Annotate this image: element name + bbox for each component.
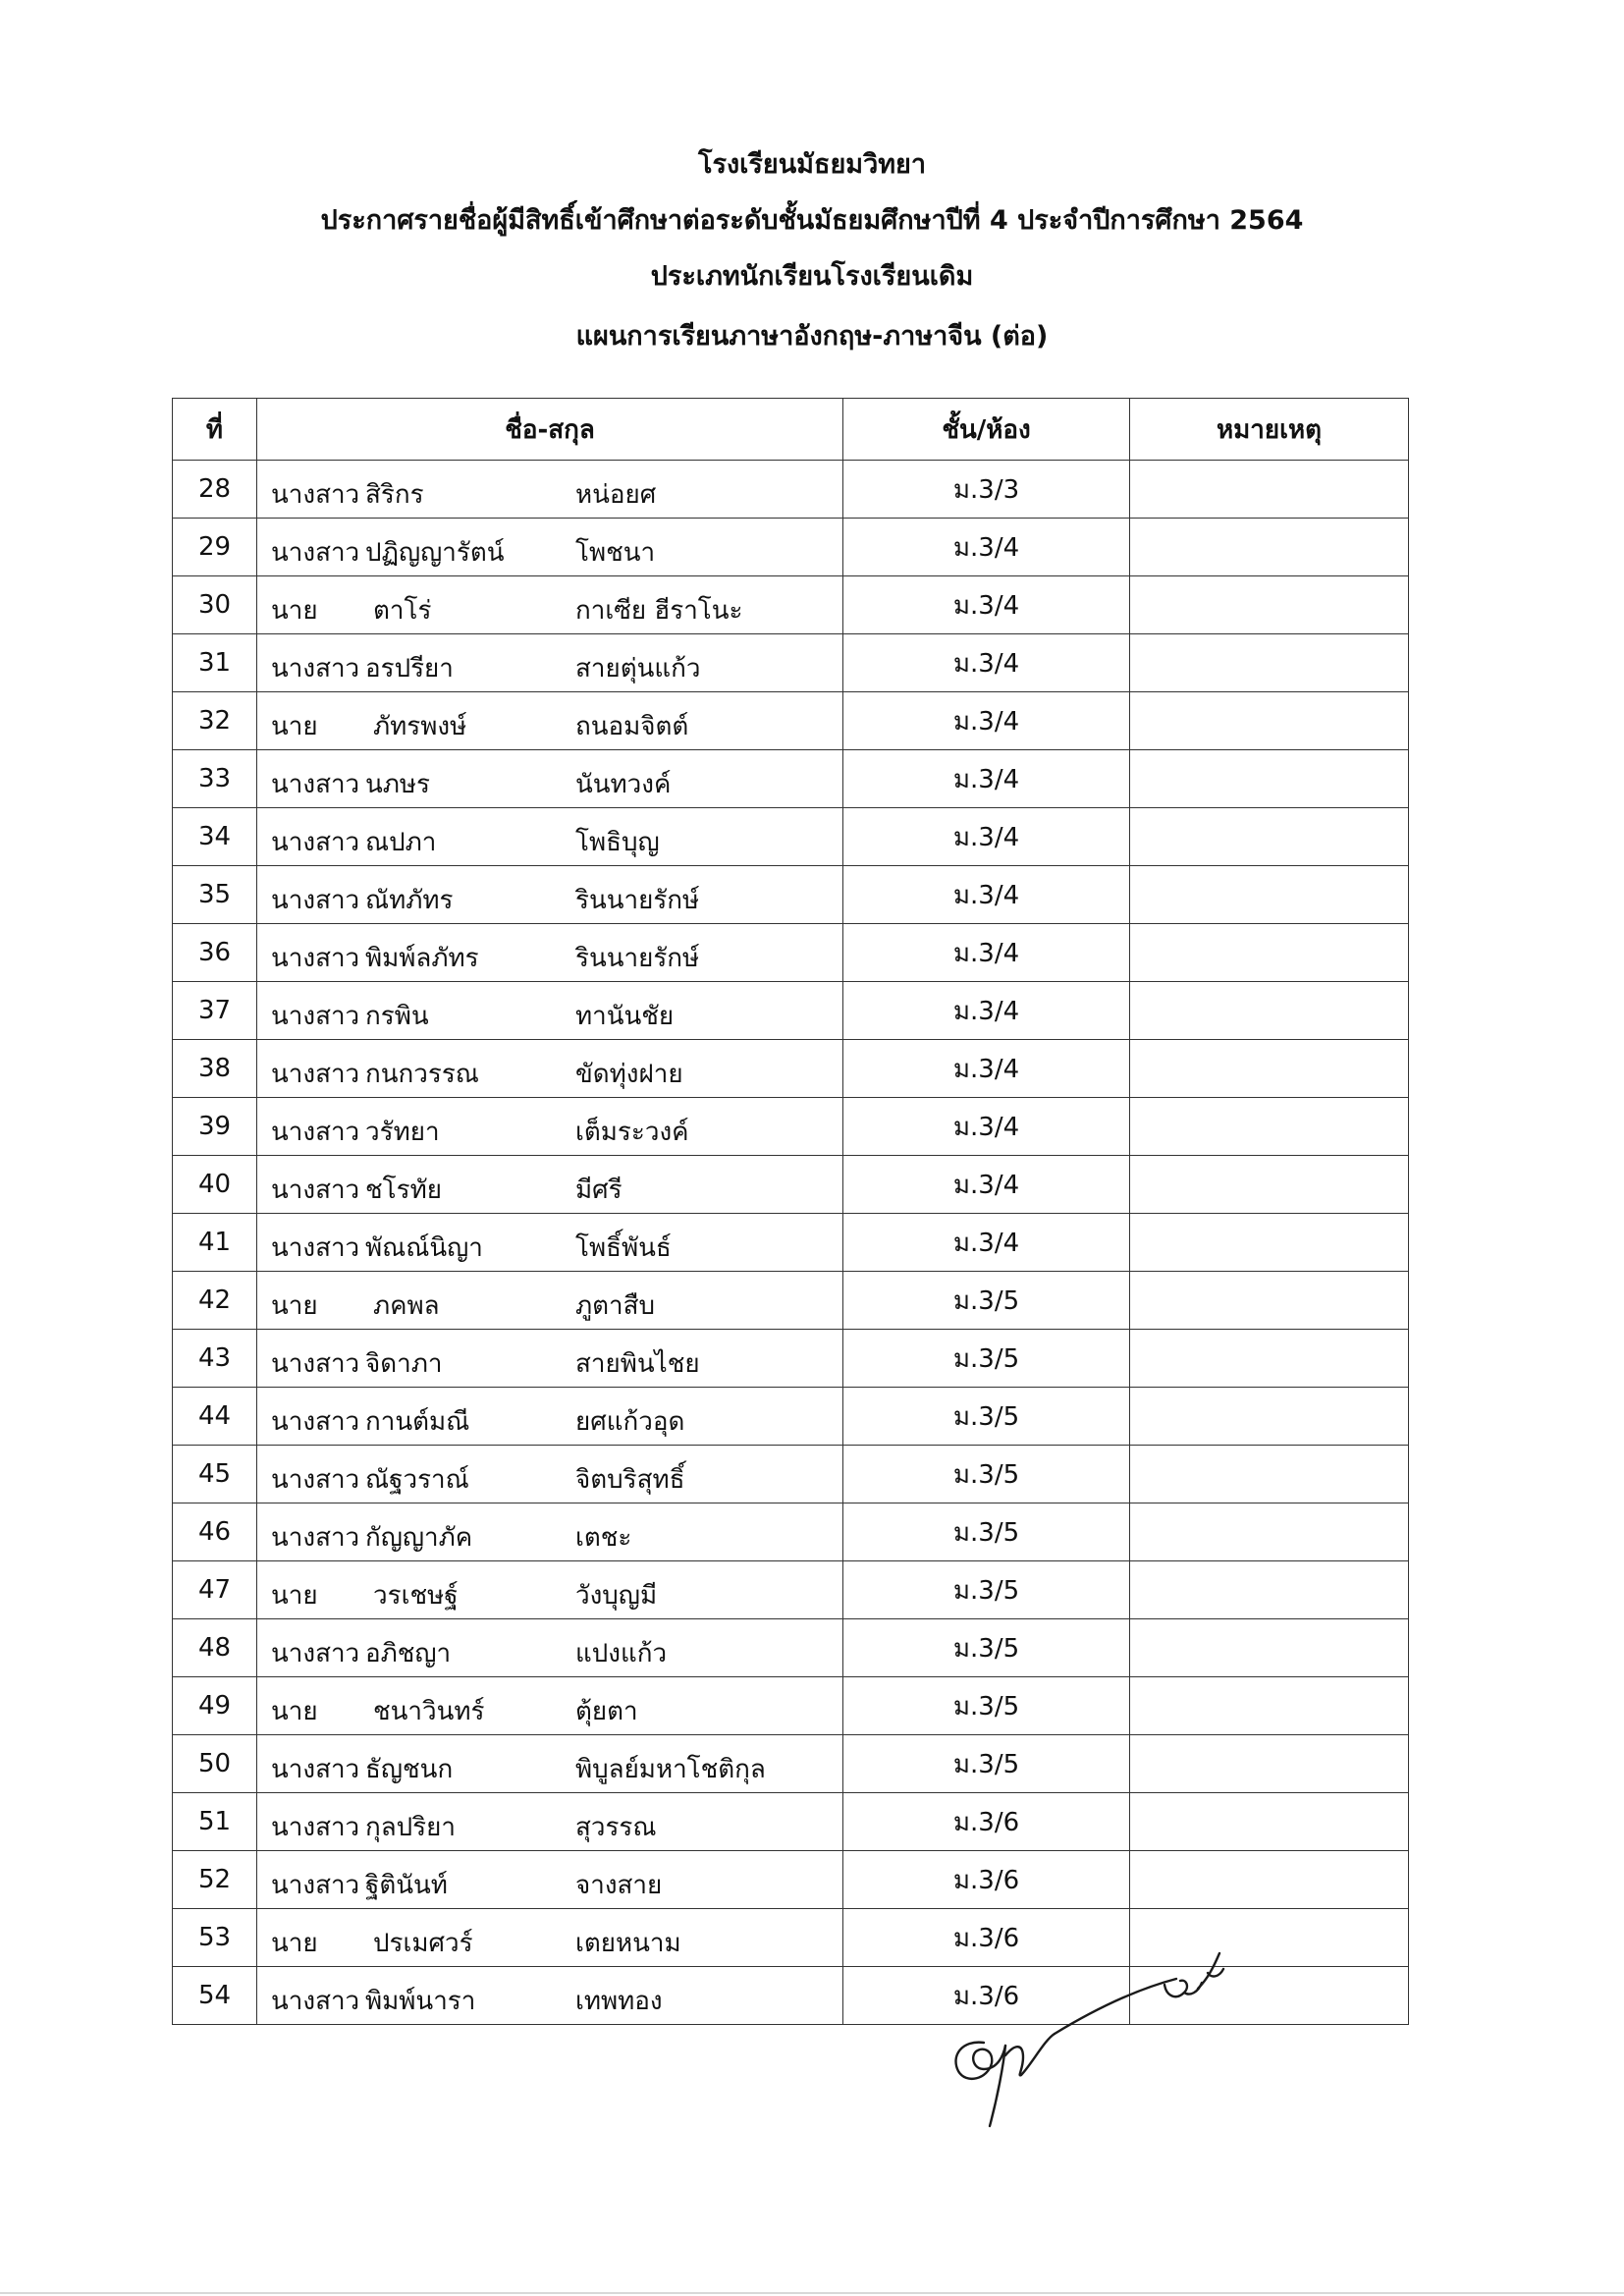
student-name-cell (257, 1561, 843, 1619)
name-prefix: นางสาว (271, 654, 360, 683)
first-name: ปฏิญญารัตน์ (365, 538, 505, 568)
class-room: ม.3/5 (843, 1677, 1130, 1735)
row-number: 30 (173, 576, 257, 634)
table-row (173, 866, 1409, 924)
first-name: ธัญชนก (365, 1755, 454, 1784)
name-prefix: นางสาว (271, 1002, 360, 1031)
remark (1130, 1851, 1409, 1909)
name-prefix: นางสาว (271, 480, 360, 510)
remark (1130, 1272, 1409, 1330)
student-name-cell (257, 461, 843, 519)
last-name: โพธิ์พันธ์ (575, 1233, 672, 1263)
class-room: ม.3/4 (843, 750, 1130, 808)
first-name: นภษร (365, 770, 431, 799)
remark (1130, 519, 1409, 576)
table-row (173, 519, 1409, 576)
first-name: ณัฐวราณ์ (365, 1465, 469, 1495)
student-name-cell (257, 1156, 843, 1214)
last-name: จางสาย (575, 1871, 663, 1900)
column-header-note: หมายเหตุ (1130, 399, 1409, 461)
class-room: ม.3/5 (843, 1619, 1130, 1677)
first-name: กุลปริยา (365, 1813, 456, 1842)
table-row (173, 1272, 1409, 1330)
first-name: พิมพ์ลภัทร (365, 944, 479, 973)
remark (1130, 1098, 1409, 1156)
table-row (173, 1503, 1409, 1561)
name-prefix: นางสาว (271, 1987, 360, 2016)
name-prefix: นาย (271, 712, 318, 741)
last-name: รินนายรักษ์ (575, 944, 700, 973)
class-room: ม.3/4 (843, 1214, 1130, 1272)
last-name: เต็มระวงค์ (575, 1118, 689, 1147)
last-name: เตชะ (575, 1523, 632, 1553)
row-number: 29 (173, 519, 257, 576)
class-room: ม.3/5 (843, 1503, 1130, 1561)
row-number: 43 (173, 1330, 257, 1388)
remark (1130, 1677, 1409, 1735)
table-row (173, 634, 1409, 692)
row-number: 31 (173, 634, 257, 692)
first-name: กัญญาภัค (365, 1523, 473, 1553)
row-number: 52 (173, 1851, 257, 1909)
student-roster-table (172, 398, 1409, 2025)
row-number: 51 (173, 1793, 257, 1851)
class-room: ม.3/4 (843, 982, 1130, 1040)
table-row (173, 1040, 1409, 1098)
table-row (173, 1735, 1409, 1793)
name-prefix: นางสาว (271, 1349, 360, 1379)
row-number: 41 (173, 1214, 257, 1272)
remark (1130, 1330, 1409, 1388)
row-number: 34 (173, 808, 257, 866)
table-row (173, 1851, 1409, 1909)
first-name: ภคพล (373, 1291, 440, 1321)
last-name: โพธิบุญ (575, 828, 660, 857)
remark (1130, 1156, 1409, 1214)
remark (1130, 1214, 1409, 1272)
student-name-cell (257, 1388, 843, 1446)
first-name: ชนาวินทร์ (373, 1697, 485, 1726)
first-name: ณัทภัทร (365, 886, 454, 915)
table-row (173, 1619, 1409, 1677)
student-name-cell (257, 1214, 843, 1272)
first-name: ชโรทัย (365, 1175, 442, 1205)
row-number: 33 (173, 750, 257, 808)
last-name: รินนายรักษ์ (575, 886, 700, 915)
student-name-cell (257, 1735, 843, 1793)
remark (1130, 634, 1409, 692)
last-name: ตุ้ยตา (575, 1697, 638, 1726)
study-program: แผนการเรียนภาษาอังกฤษ-ภาษาจีน (ต่อ) (575, 321, 1049, 352)
table-header-row (173, 399, 1409, 461)
remark (1130, 808, 1409, 866)
table-row (173, 982, 1409, 1040)
last-name: ทานันชัย (575, 1002, 675, 1031)
last-name: ขัดทุ่งฝาย (575, 1060, 683, 1089)
student-name-cell (257, 692, 843, 750)
last-name: สุวรรณ (575, 1813, 657, 1842)
first-name: อรปรียา (365, 654, 454, 683)
name-prefix: นางสาว (271, 1407, 360, 1437)
row-number: 32 (173, 692, 257, 750)
row-number: 37 (173, 982, 257, 1040)
school-title: โรงเรียนมัธยมวิทยา (697, 149, 927, 180)
name-prefix: นางสาว (271, 1639, 360, 1668)
table-row (173, 1561, 1409, 1619)
name-prefix: นาย (271, 1697, 318, 1726)
row-number: 46 (173, 1503, 257, 1561)
name-prefix: นางสาว (271, 1175, 360, 1205)
first-name: กนกวรรณ (365, 1060, 479, 1089)
table-row (173, 1388, 1409, 1446)
name-prefix: นางสาว (271, 1060, 360, 1089)
class-room: ม.3/5 (843, 1561, 1130, 1619)
remark (1130, 750, 1409, 808)
student-name-cell (257, 1446, 843, 1503)
class-room: ม.3/6 (843, 1793, 1130, 1851)
first-name: อภิชญา (365, 1639, 452, 1668)
row-number: 45 (173, 1446, 257, 1503)
table-row (173, 1677, 1409, 1735)
student-name-cell (257, 1851, 843, 1909)
first-name: จิดาภา (365, 1349, 443, 1379)
student-name-cell (257, 1677, 843, 1735)
column-header-no: ที่ (173, 399, 257, 461)
first-name: ภัทรพงษ์ (373, 712, 467, 741)
first-name: ปรเมศวร์ (373, 1929, 473, 1958)
student-name-cell (257, 750, 843, 808)
student-name-cell (257, 1272, 843, 1330)
column-header-name: ชื่อ-สกุล (257, 399, 843, 461)
class-room: ม.3/5 (843, 1735, 1130, 1793)
name-prefix: นางสาว (271, 1233, 360, 1263)
class-room: ม.3/4 (843, 808, 1130, 866)
student-name-cell (257, 1967, 843, 2025)
student-name-cell (257, 866, 843, 924)
table-row (173, 1156, 1409, 1214)
table-row (173, 924, 1409, 982)
row-number: 40 (173, 1156, 257, 1214)
remark (1130, 1619, 1409, 1677)
name-prefix: นาย (271, 1929, 318, 1958)
table-row (173, 1446, 1409, 1503)
student-category: ประเภทนักเรียนโรงเรียนเดิม (650, 261, 974, 292)
class-room: ม.3/4 (843, 634, 1130, 692)
class-room: ม.3/4 (843, 692, 1130, 750)
remark (1130, 1793, 1409, 1851)
row-number: 28 (173, 461, 257, 519)
last-name: มีศรี (575, 1175, 623, 1205)
last-name: เตยหนาม (575, 1929, 681, 1958)
row-number: 44 (173, 1388, 257, 1446)
class-room: ม.3/5 (843, 1330, 1130, 1388)
name-prefix: นางสาว (271, 1871, 360, 1900)
student-name-cell (257, 1793, 843, 1851)
row-number: 35 (173, 866, 257, 924)
table-row (173, 1793, 1409, 1851)
remark (1130, 692, 1409, 750)
class-room: ม.3/6 (843, 1967, 1130, 2025)
first-name: กรพิน (365, 1002, 429, 1031)
first-name: พิมพ์นารา (365, 1987, 476, 2016)
table-row (173, 576, 1409, 634)
last-name: โพชนา (575, 538, 656, 568)
name-prefix: นาย (271, 1291, 318, 1321)
first-name: วรเชษฐ์ (373, 1581, 459, 1611)
name-prefix: นางสาว (271, 944, 360, 973)
remark (1130, 461, 1409, 519)
student-name-cell (257, 808, 843, 866)
class-room: ม.3/4 (843, 1040, 1130, 1098)
last-name: เทพทอง (575, 1987, 663, 2016)
student-name-cell (257, 576, 843, 634)
student-name-cell (257, 519, 843, 576)
first-name: ฐิตินันท์ (365, 1871, 448, 1900)
student-name-cell (257, 1619, 843, 1677)
class-room: ม.3/6 (843, 1851, 1130, 1909)
last-name: วังบุญมี (575, 1581, 658, 1611)
table-row (173, 461, 1409, 519)
remark (1130, 866, 1409, 924)
remark (1130, 576, 1409, 634)
table-row (173, 1214, 1409, 1272)
class-room: ม.3/4 (843, 519, 1130, 576)
first-name: ตาโร่ (373, 596, 432, 626)
row-number: 48 (173, 1619, 257, 1677)
row-number: 53 (173, 1909, 257, 1967)
class-room: ม.3/4 (843, 576, 1130, 634)
row-number: 36 (173, 924, 257, 982)
last-name: แปงแก้ว (575, 1639, 668, 1668)
last-name: สายตุ่นแก้ว (575, 654, 701, 683)
last-name: ยศแก้วอุด (575, 1407, 685, 1437)
class-room: ม.3/4 (843, 866, 1130, 924)
scan-edge-line (0, 2292, 1624, 2294)
last-name: ภูตาสืบ (575, 1291, 655, 1321)
first-name: ณปภา (365, 828, 437, 857)
row-number: 54 (173, 1967, 257, 2025)
class-room: ม.3/6 (843, 1909, 1130, 1967)
last-name: จิตบริสุทธิ์ (575, 1465, 685, 1495)
table-row (173, 692, 1409, 750)
last-name: กาเซีย ฮีราโนะ (575, 596, 743, 626)
table-body (173, 461, 1409, 2025)
remark (1130, 1735, 1409, 1793)
name-prefix: นางสาว (271, 1523, 360, 1553)
last-name: หน่อยศ (575, 480, 657, 510)
student-name-cell (257, 1040, 843, 1098)
class-room: ม.3/5 (843, 1446, 1130, 1503)
row-number: 42 (173, 1272, 257, 1330)
name-prefix: นางสาว (271, 770, 360, 799)
last-name: ถนอมจิตต์ (575, 712, 689, 741)
student-name-cell (257, 924, 843, 982)
table-row (173, 1098, 1409, 1156)
name-prefix: นางสาว (271, 1813, 360, 1842)
table-row (173, 1330, 1409, 1388)
announcement-title: ประกาศรายชื่อผู้มีสิทธิ์เข้าศึกษาต่อระดับชั้นมัธยมศึกษาปีที่ 4 ประจำปีการศึกษา 2564 (320, 205, 1304, 236)
name-prefix: นาย (271, 596, 318, 626)
remark (1130, 1503, 1409, 1561)
remark (1130, 1040, 1409, 1098)
row-number: 39 (173, 1098, 257, 1156)
row-number: 50 (173, 1735, 257, 1793)
remark (1130, 1388, 1409, 1446)
table-row (173, 808, 1409, 866)
name-prefix: นางสาว (271, 828, 360, 857)
first-name: วรัทยา (365, 1118, 440, 1147)
class-room: ม.3/4 (843, 1156, 1130, 1214)
student-name-cell (257, 1909, 843, 1967)
student-name-cell (257, 1503, 843, 1561)
first-name: พัณณ์นิญา (365, 1233, 483, 1263)
name-prefix: นาย (271, 1581, 318, 1611)
last-name: พิบูลย์มหาโชติกุล (575, 1755, 766, 1784)
name-prefix: นางสาว (271, 886, 360, 915)
row-number: 49 (173, 1677, 257, 1735)
row-number: 47 (173, 1561, 257, 1619)
first-name: กานต์มณี (365, 1407, 470, 1437)
remark (1130, 924, 1409, 982)
student-name-cell (257, 634, 843, 692)
student-name-cell (257, 982, 843, 1040)
student-name-cell (257, 1098, 843, 1156)
class-room: ม.3/3 (843, 461, 1130, 519)
table-row (173, 750, 1409, 808)
name-prefix: นางสาว (271, 1118, 360, 1147)
class-room: ม.3/5 (843, 1388, 1130, 1446)
first-name: สิริกร (365, 480, 424, 510)
student-name-cell (257, 1330, 843, 1388)
class-room: ม.3/5 (843, 1272, 1130, 1330)
name-prefix: นางสาว (271, 1465, 360, 1495)
row-number: 38 (173, 1040, 257, 1098)
remark (1130, 982, 1409, 1040)
name-prefix: นางสาว (271, 538, 360, 568)
column-header-class: ชั้น/ห้อง (843, 399, 1130, 461)
class-room: ม.3/4 (843, 924, 1130, 982)
class-room: ม.3/4 (843, 1098, 1130, 1156)
remark (1130, 1446, 1409, 1503)
remark (1130, 1561, 1409, 1619)
last-name: นันทวงค์ (575, 770, 672, 799)
last-name: สายพินไชย (575, 1349, 700, 1379)
handwritten-signature (933, 1949, 1247, 2146)
name-prefix: นางสาว (271, 1755, 360, 1784)
